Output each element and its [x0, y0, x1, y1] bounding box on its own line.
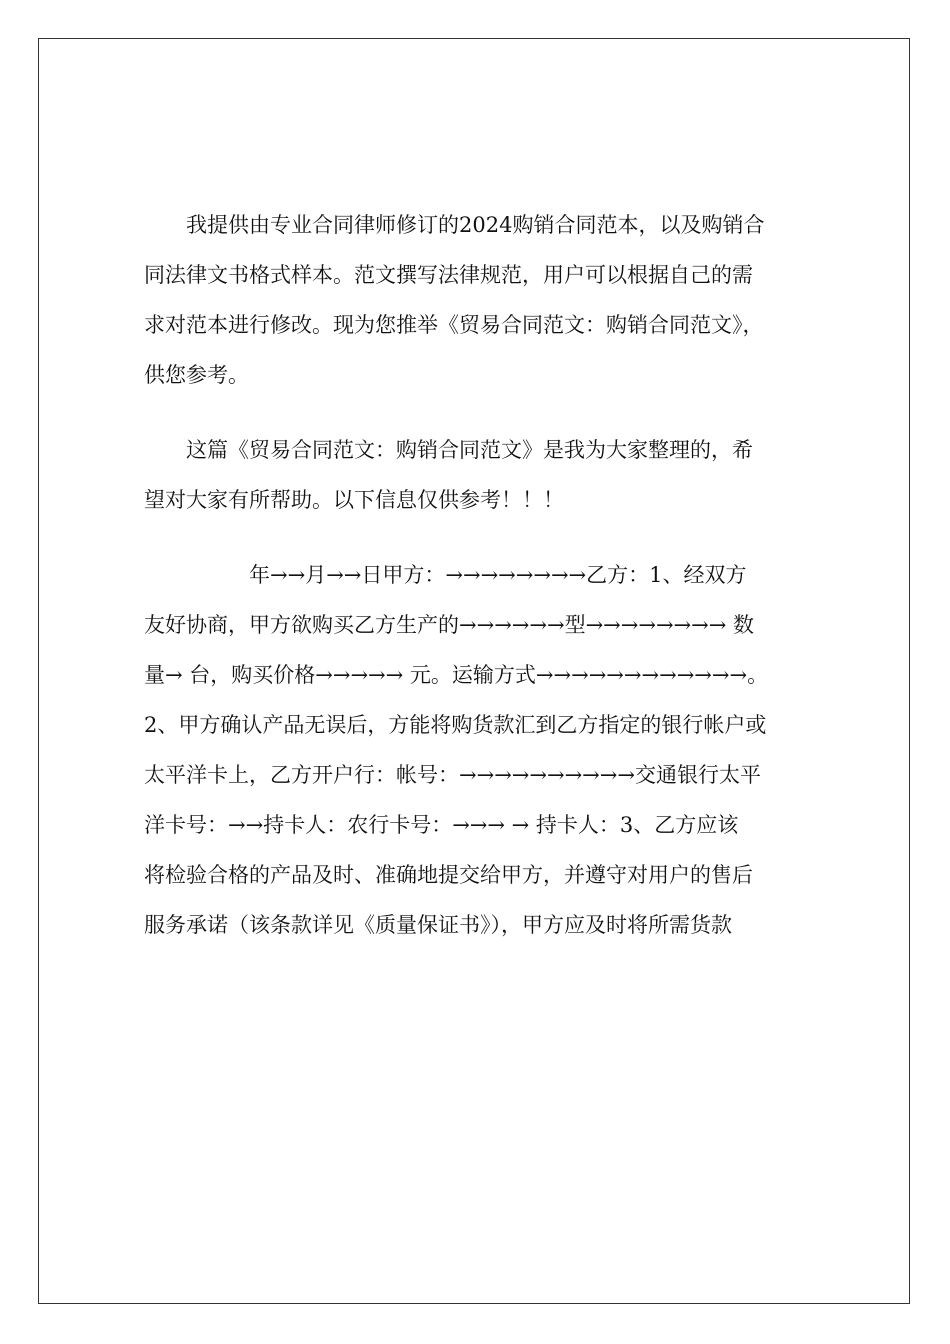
paragraph-line: 我提供由专业合同律师修订的2024购销合同范本，以及购销合	[144, 213, 765, 237]
paragraph-line: 年→→月→→日甲方：→→→→→→→→乙方：1、经双方	[144, 563, 747, 587]
paragraph-line: 量→ 台，购买价格→→→→→ 元。运输方式→→→→→→→→→→→→。	[144, 663, 769, 687]
document-body	[144, 200, 804, 950]
paragraph-line: 将检验合格的产品及时、准确地提交给甲方，并遵守对用户的售后	[144, 863, 753, 887]
paragraph-line: 友好协商，甲方欲购买乙方生产的→→→→→→型→→→→→→→→ 数	[144, 613, 755, 637]
paragraph-line: 太平洋卡上，乙方开户行：帐号：→→→→→→→→→→交通银行太平	[144, 763, 761, 787]
paragraph-line: 供您参考。	[144, 363, 249, 387]
paragraph-line: 望对大家有所帮助。以下信息仅供参考！！！	[144, 488, 564, 512]
paragraph-line: 服务承诺（该条款详见《质量保证书》），甲方应及时将所需货款	[144, 913, 732, 937]
paragraph-line: 这篇《贸易合同范文：购销合同范文》是我为大家整理的，希	[144, 438, 753, 462]
paragraph-line: 同法律文书格式样本。范文撰写法律规范，用户可以根据自己的需	[144, 263, 753, 287]
paragraph-line: 2、甲方确认产品无误后，方能将购货款汇到乙方指定的银行帐户或	[144, 713, 767, 737]
paragraph-line: 求对范本进行修改。现为您推举《贸易合同范文：购销合同范文》，	[144, 313, 764, 337]
paragraph-line: 洋卡号：→→持卡人：农行卡号：→→→ → 持卡人：3、乙方应该	[144, 813, 739, 837]
